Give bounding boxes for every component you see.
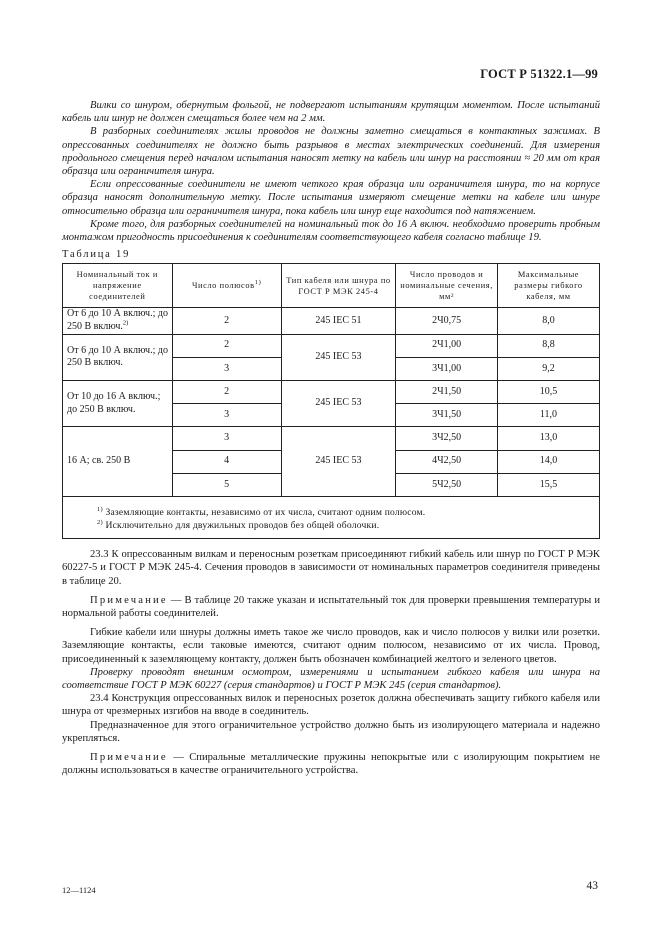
note-1 bbox=[62, 594, 600, 620]
paragraph-limiter: Предназначенное для этого ограничительное устройство должно быть из изолирующего материала и надежно укрепляться. bbox=[62, 719, 600, 744]
paragraph-conductor-displacement: В разборных соединителях жилы проводов не должны заметно смещаться в контактных зажимах. В опрессованных соединителях не должно быть разрывов в местах электрических соединений. Для измерения продольного смещения перед началом испытания наносят метку на кабель или шнур на расстоянии ≈ 20 мм от края образца или ограничителя шнура. bbox=[62, 126, 600, 178]
section-cell: 3Ч1,50 bbox=[396, 404, 498, 427]
note-1-label: Примечание bbox=[90, 594, 168, 606]
section-cell: 2Ч0,75 bbox=[396, 308, 498, 334]
rating-cell bbox=[63, 308, 173, 334]
header-poles-label: Число полюсов bbox=[191, 281, 255, 291]
table-footnotes-row bbox=[63, 496, 600, 538]
footnote-1-text: Заземляющие контакты, независимо от их числа, считают одним полюсом. bbox=[105, 506, 426, 518]
header-conductors-section: Число проводов и номинальные сечения, мм² bbox=[396, 264, 498, 308]
note-2-label: Примечание bbox=[90, 751, 168, 763]
rating-cell: От 6 до 10 А включ.; до 250 В включ. bbox=[63, 334, 173, 380]
paragraph-trial-assembly: Кроме того, для разборных соединителей на номинальный ток до 16 А включ. необходимо проверить пробным монтажом пригодность присоединения к соединителям соответствующего кабеля согласно таблице 19. bbox=[62, 218, 600, 244]
size-cell: 14,0 bbox=[498, 450, 600, 473]
print-code: 12—1124 bbox=[62, 885, 96, 895]
cable-type-cell: 245 IEC 53 bbox=[281, 334, 396, 380]
size-cell: 15,5 bbox=[498, 473, 600, 496]
table-caption: Таблица 19 bbox=[62, 249, 131, 261]
poles-cell: 2 bbox=[172, 334, 281, 357]
header-max-size: Максимальные размеры гибкого кабеля, мм bbox=[498, 264, 600, 308]
footnote-2-text: Исключительно для двужильных проводов без общей оболочки. bbox=[105, 519, 380, 531]
table-header-row bbox=[63, 264, 600, 308]
poles-cell: 5 bbox=[172, 473, 281, 496]
section-cell: 3Ч2,50 bbox=[396, 427, 498, 450]
section-cell: 2Ч1,00 bbox=[396, 334, 498, 357]
paragraph-verification: Проверку проводят внешним осмотром, измерениями и испытанием гибкого кабеля или шнура на соответствие ГОСТ Р МЭК 60227 (серия стандартов) и ГОСТ Р МЭК 245 (серия стандартов). bbox=[62, 666, 600, 691]
paragraph-foil-plugs: Вилки со шнуром, обернутым фольгой, не подвергают испытаниям крутящим моментом. После испытаний кабель или шнур не должен смещаться более чем на 2 мм. bbox=[62, 100, 600, 125]
table-row bbox=[63, 427, 600, 450]
paragraph-23-3: 23.3 К опрессованным вилкам и переносным розеткам присоединяют гибкий кабель или шнур по ГОСТ Р МЭК 60227-5 и ГОСТ Р МЭК 245-4. Сечения проводов в зависимости от номинальных параметров соединителя приведены в таблице 20. bbox=[62, 549, 600, 587]
section-cell: 2Ч1,50 bbox=[396, 381, 498, 404]
cable-type-cell: 245 IEC 51 bbox=[281, 308, 396, 334]
rating-text: От 6 до 10 А включ.; до 250 В включ. bbox=[67, 308, 168, 333]
page-content bbox=[62, 99, 600, 777]
cable-type-cell: 245 IEC 53 bbox=[281, 427, 396, 497]
footnote-1-mark: 1) bbox=[97, 505, 103, 513]
poles-cell: 2 bbox=[172, 308, 281, 334]
section-cell: 4Ч2,50 bbox=[396, 450, 498, 473]
section-cell: 5Ч2,50 bbox=[396, 473, 498, 496]
note-2-text: — Спиральные металлические пружины непокрытые или с изолирующим покрытием не должны использоваться в качестве ограничительного устройства. bbox=[62, 751, 600, 777]
paragraph-additional-mark: Если опрессованные соединители не имеют четкого края образца или ограничителя шнура, то на корпусе образца наносят дополнительную метку. После испытания измеряют смещение метки на кабеле или шнуре относительно образца или ограничителя шнура, пока кабель или шнур еще находится под натяжением. bbox=[62, 179, 600, 217]
size-cell: 8,0 bbox=[498, 308, 600, 334]
note-1-text: — В таблице 20 также указан и испытательный ток для проверки превышения температуры и нормальной работы соединителей. bbox=[62, 594, 600, 619]
size-cell: 10,5 bbox=[498, 381, 600, 404]
footnote-mark-2: 2) bbox=[122, 319, 129, 327]
note-2 bbox=[62, 751, 600, 777]
poles-cell: 3 bbox=[172, 357, 281, 380]
header-cable-type: Тип кабеля или шнура по ГОСТ Р МЭК 245-4 bbox=[281, 264, 396, 308]
footnote-2-mark: 2) bbox=[97, 518, 103, 526]
table-row bbox=[63, 381, 600, 404]
poles-cell: 3 bbox=[172, 427, 281, 450]
footnote-1 bbox=[97, 507, 595, 520]
paragraph-flexible-cables: Гибкие кабели или шнуры должны иметь такое же число проводов, как и число полюсов у вилки или розетки. Заземляющие контакты, если таковые имеются, считают одним полюсом, независимо от их числа. Провод, присоединенный к заземляющему контакту, должен быть обозначен комбинацией желтого и зеленого цветов. bbox=[62, 627, 600, 665]
rating-cell: От 10 до 16 А включ.; до 250 В включ. bbox=[63, 381, 173, 427]
header-poles bbox=[172, 264, 281, 308]
size-cell: 13,0 bbox=[498, 427, 600, 450]
document-code: ГОСТ Р 51322.1—99 bbox=[480, 67, 598, 81]
table-row bbox=[63, 334, 600, 357]
table-footnotes bbox=[63, 496, 600, 538]
table-19 bbox=[62, 263, 600, 539]
header-rating: Номинальный ток и напряжение соединителей bbox=[63, 264, 173, 308]
size-cell: 11,0 bbox=[498, 404, 600, 427]
section-cell: 3Ч1,00 bbox=[396, 357, 498, 380]
paragraph-23-4: 23.4 Конструкция опрессованных вилок и переносных розеток должна обеспечивать защиту гибкого кабеля или шнура от чрезмерных изгибов на вводе в соединитель. bbox=[62, 693, 600, 718]
cable-type-cell: 245 IEC 53 bbox=[281, 381, 396, 427]
poles-cell: 4 bbox=[172, 450, 281, 473]
size-cell: 8,8 bbox=[498, 334, 600, 357]
rating-cell: 16 А; св. 250 В bbox=[63, 427, 173, 497]
table-row bbox=[63, 308, 600, 334]
size-cell: 9,2 bbox=[498, 357, 600, 380]
page-number: 43 bbox=[586, 880, 598, 892]
poles-cell: 3 bbox=[172, 404, 281, 427]
footnote-2 bbox=[97, 520, 595, 533]
poles-cell: 2 bbox=[172, 381, 281, 404]
footnote-mark-1: 1) bbox=[254, 279, 262, 287]
